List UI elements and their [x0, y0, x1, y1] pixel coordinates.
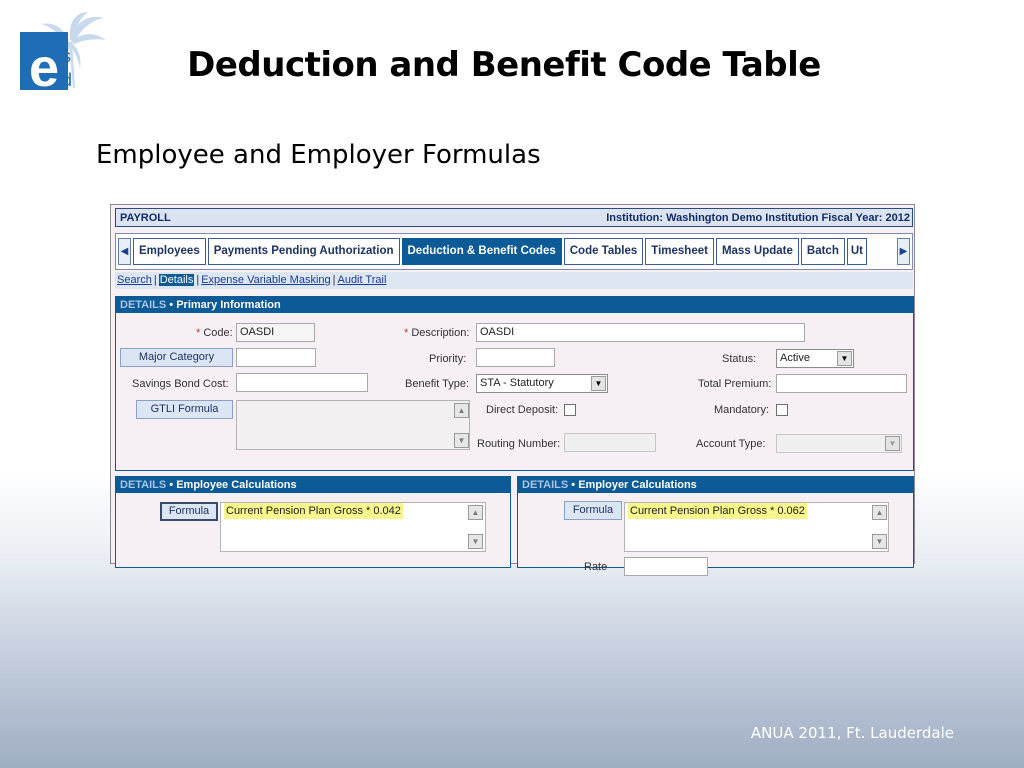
account-type-label: Account Type: [696, 438, 766, 450]
chevron-down-icon: ▼ [591, 376, 606, 391]
link-search[interactable]: Search [117, 274, 152, 286]
payroll-screenshot [110, 204, 915, 573]
scroll-tabs-right-icon[interactable]: ▶ [897, 238, 910, 265]
panel-header: DETAILS • Employee Calculations [116, 477, 510, 493]
slide-subtitle: Employee and Employer Formulas [96, 140, 541, 170]
scroll-up-icon[interactable]: ▲ [872, 505, 887, 520]
link-details[interactable]: Details [159, 274, 194, 286]
scroll-down-icon[interactable]: ▼ [454, 433, 469, 448]
priority-input[interactable] [476, 348, 555, 367]
employee-formula-textarea[interactable] [220, 502, 486, 552]
benefit-type-label: Benefit Type: [405, 378, 470, 390]
logo-letter-s: s [62, 46, 71, 66]
gtli-formula-textarea[interactable] [236, 400, 470, 450]
status-label: Status: [722, 353, 757, 365]
total-premium-input[interactable] [776, 374, 907, 393]
tab-payments-pending-authorization[interactable]: Payments Pending Authorization [208, 238, 400, 265]
slide-footer: ANUA 2011, Ft. Lauderdale [750, 724, 954, 742]
status-select[interactable]: Active ▼ [776, 349, 854, 368]
employer-calculations-panel [517, 476, 914, 573]
major-category-input[interactable] [236, 348, 316, 367]
chevron-down-icon: ▼ [885, 436, 900, 451]
mandatory-checkbox[interactable] [776, 404, 788, 416]
chevron-down-icon: ▼ [837, 351, 852, 366]
slide-title: Deduction and Benefit Code Table [187, 45, 821, 85]
primary-information-panel [115, 296, 914, 471]
rate-label: Rate [584, 561, 608, 573]
employee-formula-button[interactable]: Formula [160, 502, 218, 521]
direct-deposit-label: Direct Deposit: [486, 404, 559, 416]
tab-timesheet[interactable]: Timesheet [645, 238, 714, 265]
routing-number-label: Routing Number: [477, 438, 561, 450]
savings-bond-cost-label: Savings Bond Cost: [132, 378, 229, 390]
employer-formula-button[interactable]: Formula [564, 501, 622, 520]
code-input[interactable]: OASDI [236, 323, 315, 342]
tab-mass-update[interactable]: Mass Update [716, 238, 799, 265]
description-input[interactable]: OASDI [476, 323, 805, 342]
total-premium-label: Total Premium: [698, 378, 772, 390]
link-expense-variable-masking[interactable]: Expense Variable Masking [201, 274, 331, 286]
description-label: * Description: [404, 327, 470, 339]
benefit-type-select[interactable]: STA - Statutory ▼ [476, 374, 608, 393]
scroll-up-icon[interactable]: ▲ [468, 505, 483, 520]
panel-header: DETAILS • Primary Information [116, 297, 913, 313]
employer-formula-textarea[interactable] [624, 502, 889, 552]
tab-batch[interactable]: Batch [801, 238, 845, 265]
module-tab-bar [115, 233, 913, 270]
institution-info: Institution: Washington Demo Institution Fiscal Year: 2012 [606, 211, 910, 224]
gtli-formula-button[interactable]: GTLI Formula [136, 400, 233, 419]
logo-letter-d: d [62, 70, 73, 90]
code-label: * Code: [196, 327, 233, 339]
account-type-select[interactable] [776, 434, 902, 453]
scroll-down-icon[interactable]: ▼ [468, 534, 483, 549]
tab-utilities[interactable]: Ut [847, 238, 867, 265]
payroll-header-bar [115, 208, 913, 227]
scroll-up-icon[interactable]: ▲ [454, 403, 469, 418]
link-separator: | [196, 274, 200, 286]
priority-label: Priority: [429, 353, 467, 365]
sub-navigation [115, 272, 913, 289]
svg-text:e: e [28, 38, 60, 98]
major-category-button[interactable]: Major Category [120, 348, 233, 367]
savings-bond-cost-input[interactable] [236, 373, 368, 392]
routing-number-input[interactable] [564, 433, 656, 452]
panel-header: DETAILS • Employer Calculations [518, 477, 913, 493]
link-separator: | [153, 274, 157, 286]
rate-input[interactable] [624, 557, 708, 576]
tab-employees[interactable]: Employees [133, 238, 206, 265]
mandatory-label: Mandatory: [714, 404, 770, 416]
tab-code-tables[interactable]: Code Tables [564, 238, 644, 265]
link-audit-trail[interactable]: Audit Trail [337, 274, 387, 286]
formula-highlight: Current Pension Plan Gross * 0.042 [226, 505, 401, 517]
tab-list [131, 238, 897, 265]
scroll-tabs-left-icon[interactable]: ◀ [118, 238, 131, 265]
direct-deposit-checkbox[interactable] [564, 404, 576, 416]
employee-calculations-panel [115, 476, 511, 568]
link-separator: | [332, 274, 336, 286]
module-title: PAYROLL [120, 211, 171, 224]
scroll-down-icon[interactable]: ▼ [872, 534, 887, 549]
tab-deduction-benefit-codes[interactable]: Deduction & Benefit Codes [402, 238, 562, 265]
formula-highlight: Current Pension Plan Gross * 0.062 [630, 505, 805, 517]
